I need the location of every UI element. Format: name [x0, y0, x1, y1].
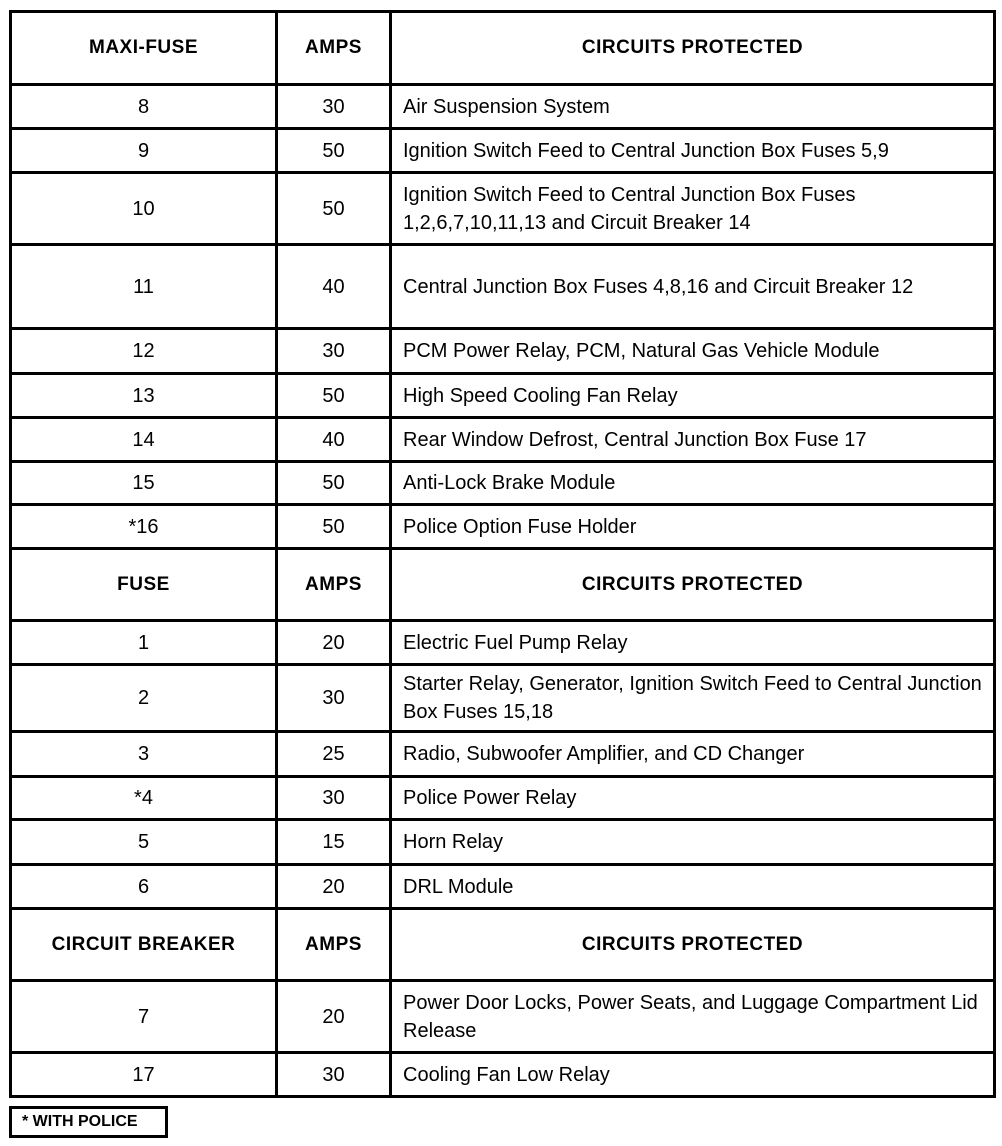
fuse-circuit: DRL Module [391, 865, 995, 909]
fuse-amps: 30 [277, 665, 391, 732]
breaker-circuit: Cooling Fan Low Relay [391, 1053, 995, 1097]
fuse-circuit: Central Junction Box Fuses 4,8,16 and Circuit Breaker 12 [391, 245, 995, 329]
fuse-number: *16 [11, 505, 277, 549]
header-amps: AMPS [277, 549, 391, 621]
table-row [11, 1053, 995, 1097]
breaker-circuit: Power Door Locks, Power Seats, and Luggage Compartment Lid Release [391, 981, 995, 1053]
header-circuits: CIRCUITS PROTECTED [391, 549, 995, 621]
fuse-amps: 20 [277, 621, 391, 665]
fuse-circuit: Police Power Relay [391, 777, 995, 820]
fuse-amps: 50 [277, 173, 391, 245]
fuse-number: 2 [11, 665, 277, 732]
fuse-circuit: Anti-Lock Brake Module [391, 462, 995, 505]
breaker-amps: 20 [277, 981, 391, 1053]
section-header-circuit-breaker [11, 909, 995, 981]
fuse-circuit: Horn Relay [391, 820, 995, 865]
fuse-amps: 40 [277, 245, 391, 329]
fuse-circuit: Air Suspension System [391, 85, 995, 129]
fuse-amps: 25 [277, 732, 391, 777]
fuse-circuit: Radio, Subwoofer Amplifier, and CD Changer [391, 732, 995, 777]
fuse-circuit: High Speed Cooling Fan Relay [391, 374, 995, 418]
fuse-number: 14 [11, 418, 277, 462]
table-row [11, 462, 995, 505]
fuse-table [9, 10, 996, 1098]
fuse-number: 8 [11, 85, 277, 129]
table-row [11, 865, 995, 909]
table-row [11, 173, 995, 245]
header-type: FUSE [11, 549, 277, 621]
fuse-number: 15 [11, 462, 277, 505]
fuse-amps: 50 [277, 505, 391, 549]
breaker-amps: 30 [277, 1053, 391, 1097]
fuse-circuit: Ignition Switch Feed to Central Junction Box Fuses 5,9 [391, 129, 995, 173]
fuse-amps: 50 [277, 462, 391, 505]
fuse-circuit: PCM Power Relay, PCM, Natural Gas Vehicle Module [391, 329, 995, 374]
fuse-circuit: Rear Window Defrost, Central Junction Box Fuse 17 [391, 418, 995, 462]
header-circuits: CIRCUITS PROTECTED [391, 909, 995, 981]
header-circuits: CIRCUITS PROTECTED [391, 12, 995, 85]
fuse-amps: 30 [277, 777, 391, 820]
header-type: CIRCUIT BREAKER [11, 909, 277, 981]
fuse-circuit: Starter Relay, Generator, Ignition Switch Feed to Central Junction Box Fuses 15,18 [391, 665, 995, 732]
table-row [11, 85, 995, 129]
fuse-amps: 50 [277, 129, 391, 173]
header-amps: AMPS [277, 12, 391, 85]
table-row [11, 418, 995, 462]
fuse-number: 10 [11, 173, 277, 245]
fuse-number: 3 [11, 732, 277, 777]
fuse-number: 13 [11, 374, 277, 418]
fuse-amps: 40 [277, 418, 391, 462]
header-type: MAXI-FUSE [11, 12, 277, 85]
fuse-amps: 30 [277, 85, 391, 129]
header-amps: AMPS [277, 909, 391, 981]
table-row [11, 820, 995, 865]
fuse-number: 12 [11, 329, 277, 374]
fuse-amps: 20 [277, 865, 391, 909]
table-row [11, 374, 995, 418]
table-row [11, 129, 995, 173]
table-row [11, 777, 995, 820]
fuse-amps: 50 [277, 374, 391, 418]
fuse-number: 11 [11, 245, 277, 329]
table-row [11, 621, 995, 665]
fuse-number: 6 [11, 865, 277, 909]
fuse-number: 9 [11, 129, 277, 173]
fuse-number: *4 [11, 777, 277, 820]
fuse-number: 1 [11, 621, 277, 665]
breaker-number: 7 [11, 981, 277, 1053]
fuse-amps: 15 [277, 820, 391, 865]
footnote-with-police: * WITH POLICE [9, 1106, 168, 1138]
table-row [11, 981, 995, 1053]
fuse-circuit: Ignition Switch Feed to Central Junction Box Fuses 1,2,6,7,10,11,13 and Circuit Breaker 14 [391, 173, 995, 245]
fuse-circuit: Electric Fuel Pump Relay [391, 621, 995, 665]
fuse-number: 5 [11, 820, 277, 865]
table-row [11, 665, 995, 732]
table-row [11, 505, 995, 549]
table-row [11, 329, 995, 374]
breaker-number: 17 [11, 1053, 277, 1097]
section-header-maxi-fuse [11, 12, 995, 85]
fuse-circuit: Police Option Fuse Holder [391, 505, 995, 549]
section-header-fuse [11, 549, 995, 621]
table-row [11, 732, 995, 777]
fuse-amps: 30 [277, 329, 391, 374]
table-row [11, 245, 995, 329]
